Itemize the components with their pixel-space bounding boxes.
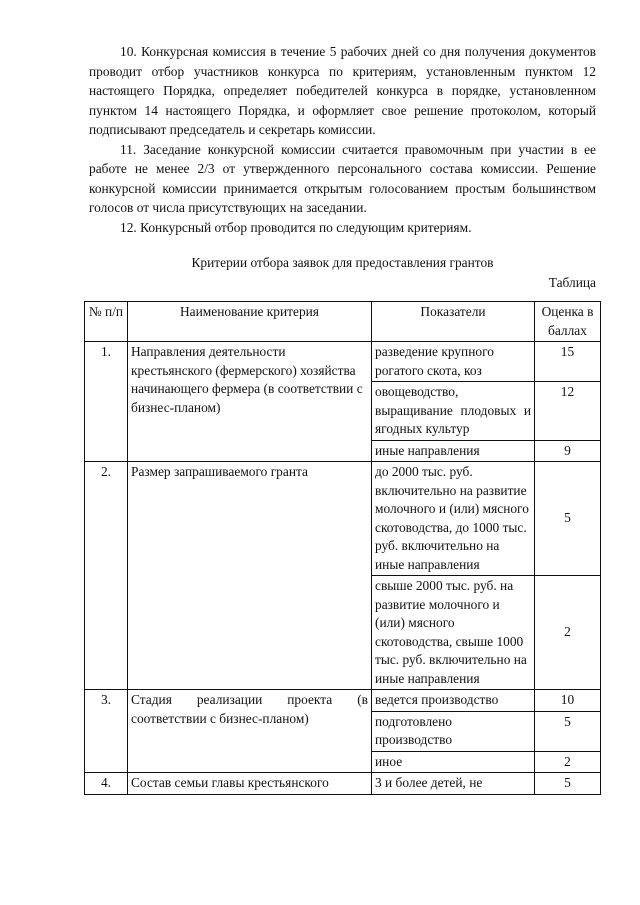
table-row <box>85 462 601 576</box>
criterion-name: Состав семьи главы крестьянского <box>128 773 372 795</box>
table-caption: Критерии отбора заявок для предоставления грантов <box>191 255 494 270</box>
header-score: Оценка в баллах <box>535 302 601 342</box>
paragraph-10: 10. Конкурсная комиссия в течение 5 рабочих дней со дня получения документов проводит отбор участников конкурса по критериям, установленным пунктом 12 настоящего Порядка, определяет победителей конкурса в порядке, установленном пунктом 14 настоящего Порядка, и оформляет свое решение протоколом, который подписывают председатель и секретарь комиссии. <box>89 44 596 137</box>
criteria-table <box>84 301 601 795</box>
paragraph-12: 12. Конкурсный отбор проводится по следующим критериям. <box>120 219 472 235</box>
score-cell: 5 <box>535 462 601 576</box>
score-cell: 15 <box>535 342 601 382</box>
row-num: 4. <box>85 773 128 795</box>
indicator-cell: свыше 2000 тыс. руб. на развитие молочного и (или) мясного скотоводства, свыше 1000 тыс. руб. включительно на иные направления <box>372 576 535 690</box>
score-cell: 12 <box>535 382 601 441</box>
table-row <box>85 773 601 795</box>
indicator-cell: до 2000 тыс. руб. включительно на развитие молочного и (или) мясного скотоводства, до 1000 тыс. руб. включительно на иные направления <box>372 462 535 576</box>
header-name: Наименование критерия <box>128 302 372 342</box>
row-num: 3. <box>85 690 128 773</box>
score-cell: 10 <box>535 690 601 712</box>
table-label: Таблица <box>548 275 596 290</box>
indicator-cell: подготовлено производство <box>372 711 535 751</box>
table-header-row <box>85 302 601 342</box>
indicator-cell: овощеводство, выращивание плодовых и ягодных культур <box>372 382 535 441</box>
criterion-name: Размер запрашиваемого гранта <box>128 462 372 690</box>
body-text <box>89 42 596 237</box>
indicator-cell: ведется производство <box>372 690 535 712</box>
score-cell: 2 <box>535 576 601 690</box>
score-cell: 2 <box>535 751 601 773</box>
criterion-name: Направления деятельности крестьянского (фермерского) хозяйства начинающего фермера (в соответствии с бизнес-планом) <box>128 342 372 462</box>
score-cell: 9 <box>535 440 601 462</box>
header-indicators: Показатели <box>372 302 535 342</box>
indicator-cell: разведение крупного рогатого скота, коз <box>372 342 535 382</box>
indicator-cell: иное <box>372 751 535 773</box>
table-row <box>85 342 601 382</box>
indicator-cell: 3 и более детей, не <box>372 773 535 795</box>
row-num: 1. <box>85 342 128 462</box>
header-num: № п/п <box>85 302 128 342</box>
indicator-cell: иные направления <box>372 440 535 462</box>
paragraph-11: 11. Заседание конкурсной комиссии считается правомочным при участии в ее работе не менее 2/3 от утвержденного персонального состава комиссии. Решение конкурсной комиссии принимается открытым голосованием простым большинством голосов от числа присутствующих на заседании. <box>89 141 596 215</box>
criterion-name: Стадия реализации проекта (в соответствии с бизнес-планом) <box>128 690 372 773</box>
score-cell: 5 <box>535 711 601 751</box>
table-row <box>85 690 601 712</box>
row-num: 2. <box>85 462 128 690</box>
score-cell: 5 <box>535 773 601 795</box>
